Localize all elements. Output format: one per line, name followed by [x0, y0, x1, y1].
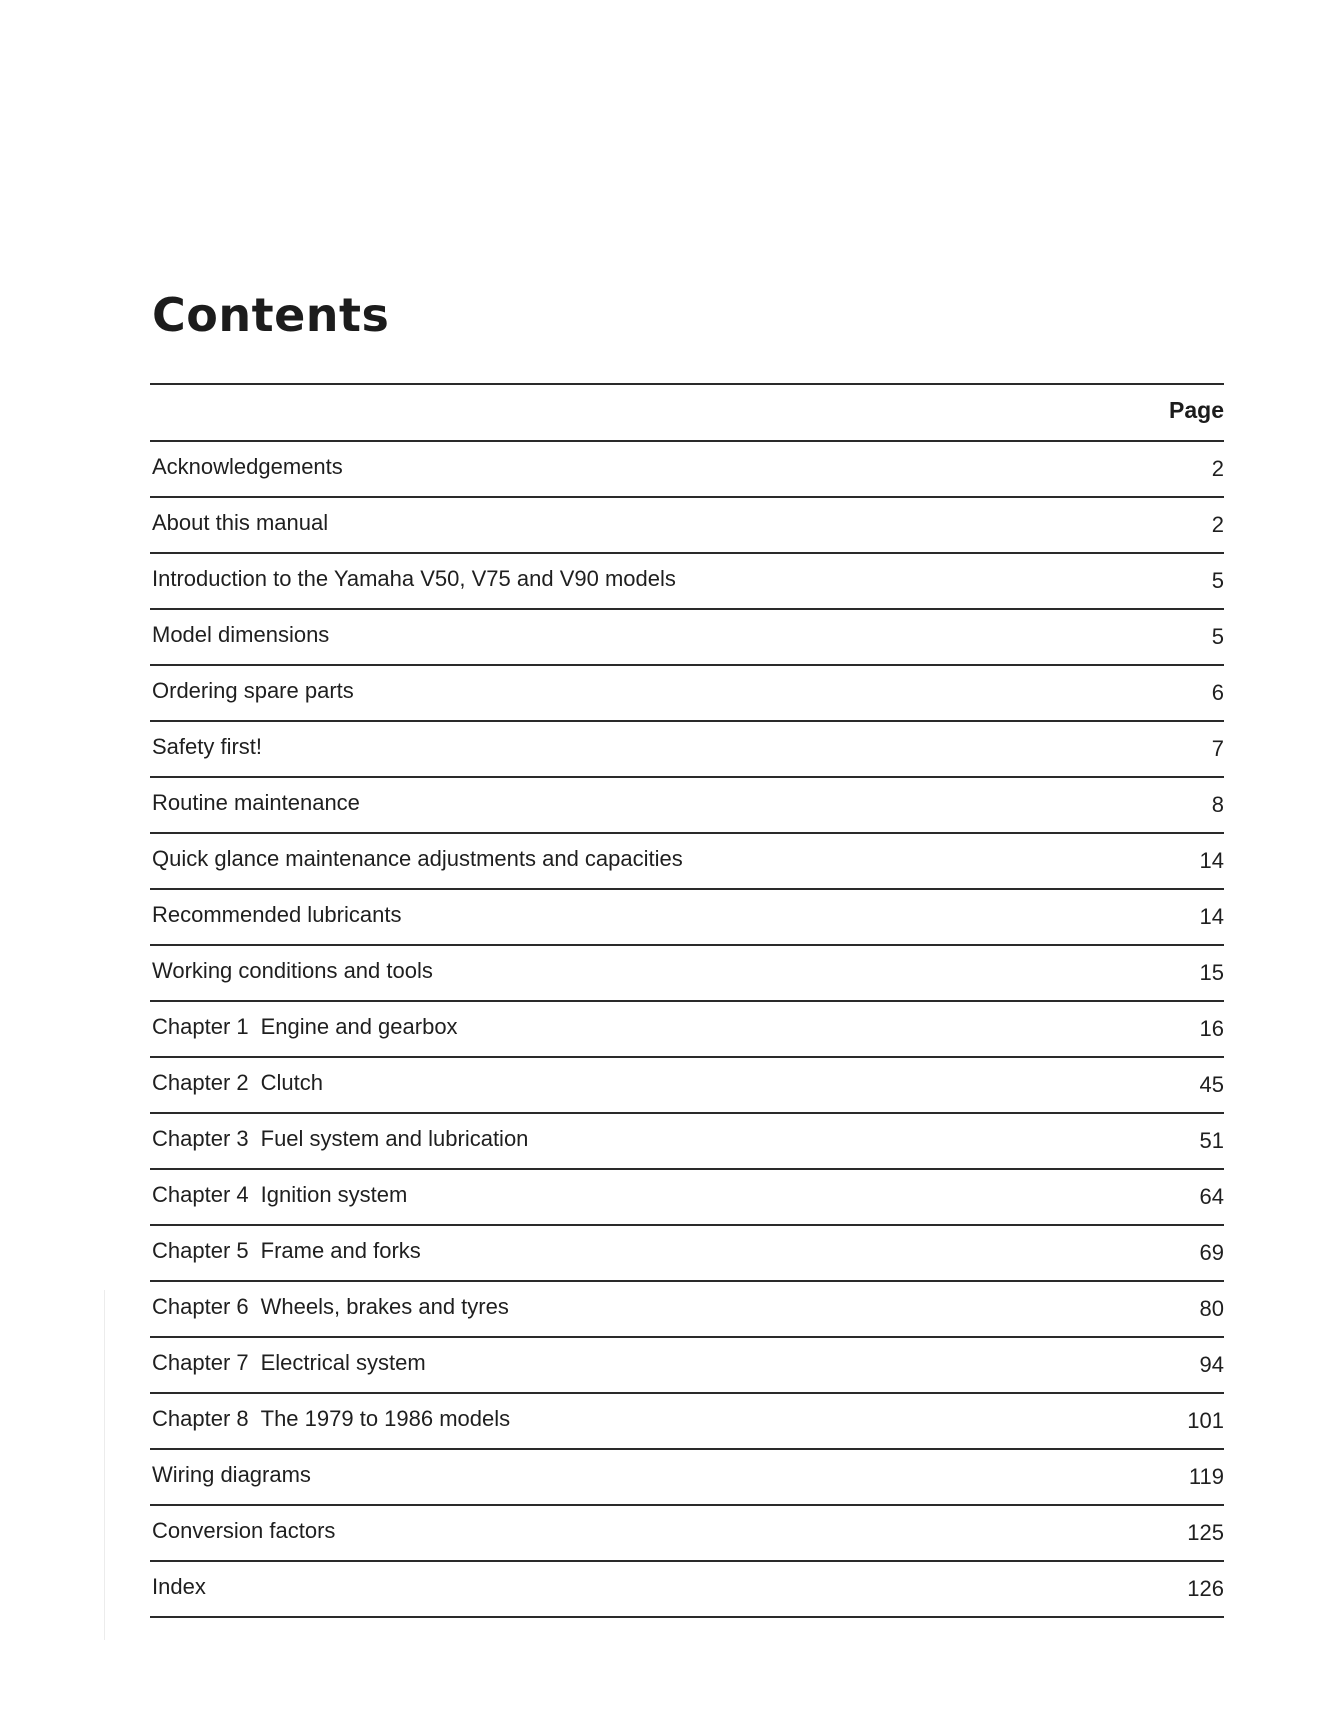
toc-entry-title [152, 622, 329, 648]
toc-entry-text: Ordering spare parts [152, 678, 354, 703]
toc-entry [150, 442, 1224, 498]
toc-list [150, 442, 1224, 1618]
toc-entry [150, 498, 1224, 554]
toc-entry-page-number: 6 [1211, 680, 1224, 705]
toc-entry-text: Electrical system [260, 1350, 426, 1375]
toc-entry-title [152, 1518, 335, 1544]
page-title: Contents [152, 288, 390, 342]
toc-entry-text: About this manual [152, 510, 329, 535]
toc-entry-title [152, 902, 401, 928]
toc-entry-text: Index [152, 1574, 206, 1599]
toc-entry [150, 1170, 1224, 1226]
toc-entry-text: Working conditions and tools [152, 958, 433, 983]
toc-entry-text: Conversion factors [152, 1518, 336, 1543]
toc-entry-page-number: 5 [1211, 624, 1224, 649]
toc-entry [150, 1058, 1224, 1114]
toc-entry-title [152, 1406, 510, 1432]
toc-entry-title [152, 734, 262, 760]
table-of-contents [150, 383, 1224, 1618]
toc-entry [150, 1338, 1224, 1394]
toc-entry-title [152, 1126, 528, 1152]
toc-entry [150, 1282, 1224, 1338]
chapter-label: Chapter 4 [152, 1182, 249, 1207]
toc-entry [150, 1506, 1224, 1562]
toc-entry-page-number: 5 [1211, 568, 1224, 593]
toc-entry-page-number: 125 [1187, 1520, 1224, 1545]
toc-entry-page-number: 7 [1211, 736, 1224, 761]
toc-entry-page-number: 2 [1211, 456, 1224, 481]
toc-entry [150, 1226, 1224, 1282]
toc-entry [150, 946, 1224, 1002]
chapter-label: Chapter 6 [152, 1294, 249, 1319]
toc-entry-page-number: 15 [1199, 960, 1224, 985]
toc-entry [150, 722, 1224, 778]
toc-entry-page-number: 80 [1199, 1296, 1224, 1321]
toc-entry-text: Wheels, brakes and tyres [260, 1294, 509, 1319]
toc-entry-text: Recommended lubricants [152, 902, 402, 927]
toc-entry-page-number: 94 [1199, 1352, 1224, 1377]
toc-entry-title [152, 1574, 206, 1600]
toc-entry-text: Ignition system [260, 1182, 408, 1207]
toc-header [150, 385, 1224, 442]
chapter-label: Chapter 1 [152, 1014, 249, 1039]
toc-entry-page-number: 51 [1199, 1128, 1224, 1153]
toc-entry-page-number: 45 [1199, 1072, 1224, 1097]
toc-entry-page-number: 8 [1211, 792, 1224, 817]
toc-entry-title [152, 1070, 323, 1096]
toc-entry-title [152, 846, 683, 872]
toc-entry-text: Model dimensions [152, 622, 330, 647]
toc-entry-title [152, 1014, 458, 1040]
toc-entry-title [152, 1462, 311, 1488]
toc-entry-text: Clutch [260, 1070, 323, 1095]
toc-entry [150, 666, 1224, 722]
toc-entry [150, 1114, 1224, 1170]
toc-entry-title [152, 1238, 421, 1264]
toc-entry-title [152, 510, 328, 536]
page-column-header: Page [1169, 397, 1224, 423]
toc-entry-text: Safety first! [152, 734, 263, 759]
chapter-label: Chapter 5 [152, 1238, 249, 1263]
toc-entry [150, 778, 1224, 834]
toc-entry-page-number: 14 [1199, 848, 1224, 873]
toc-entry [150, 1562, 1224, 1618]
toc-entry-title [152, 678, 354, 704]
toc-entry-title [152, 790, 360, 816]
toc-entry-page-number: 14 [1199, 904, 1224, 929]
toc-entry-page-number: 2 [1211, 512, 1224, 537]
toc-entry-text: Routine maintenance [152, 790, 360, 815]
toc-entry-text: The 1979 to 1986 models [260, 1406, 511, 1431]
scan-margin-line [104, 1290, 105, 1640]
toc-entry-text: Acknowledgements [152, 454, 343, 479]
toc-entry-text: Wiring diagrams [152, 1462, 311, 1487]
toc-entry-page-number: 64 [1199, 1184, 1224, 1209]
toc-entry-title [152, 566, 676, 592]
toc-entry-page-number: 126 [1187, 1576, 1224, 1601]
toc-entry-title [152, 1350, 426, 1376]
chapter-label: Chapter 3 [152, 1126, 249, 1151]
toc-entry [150, 610, 1224, 666]
toc-entry-text: Frame and forks [260, 1238, 421, 1263]
toc-entry-page-number: 101 [1187, 1408, 1224, 1433]
toc-entry-page-number: 119 [1188, 1464, 1224, 1489]
toc-entry-page-number: 69 [1199, 1240, 1224, 1265]
chapter-label: Chapter 2 [152, 1070, 249, 1095]
toc-entry-text: Introduction to the Yamaha V50, V75 and V90 models [152, 566, 676, 591]
toc-entry [150, 1450, 1224, 1506]
toc-entry-title [152, 1182, 407, 1208]
toc-entry-text: Engine and gearbox [260, 1014, 458, 1039]
toc-entry-title [152, 958, 433, 984]
toc-entry [150, 1394, 1224, 1450]
toc-entry [150, 834, 1224, 890]
toc-entry-title [152, 454, 343, 480]
toc-entry-text: Fuel system and lubrication [260, 1126, 529, 1151]
chapter-label: Chapter 7 [152, 1350, 249, 1375]
toc-entry-title [152, 1294, 509, 1320]
chapter-label: Chapter 8 [152, 1406, 249, 1431]
toc-entry [150, 890, 1224, 946]
toc-entry [150, 554, 1224, 610]
toc-entry-text: Quick glance maintenance adjustments and capacities [152, 846, 683, 871]
toc-entry [150, 1002, 1224, 1058]
toc-entry-page-number: 16 [1199, 1016, 1224, 1041]
